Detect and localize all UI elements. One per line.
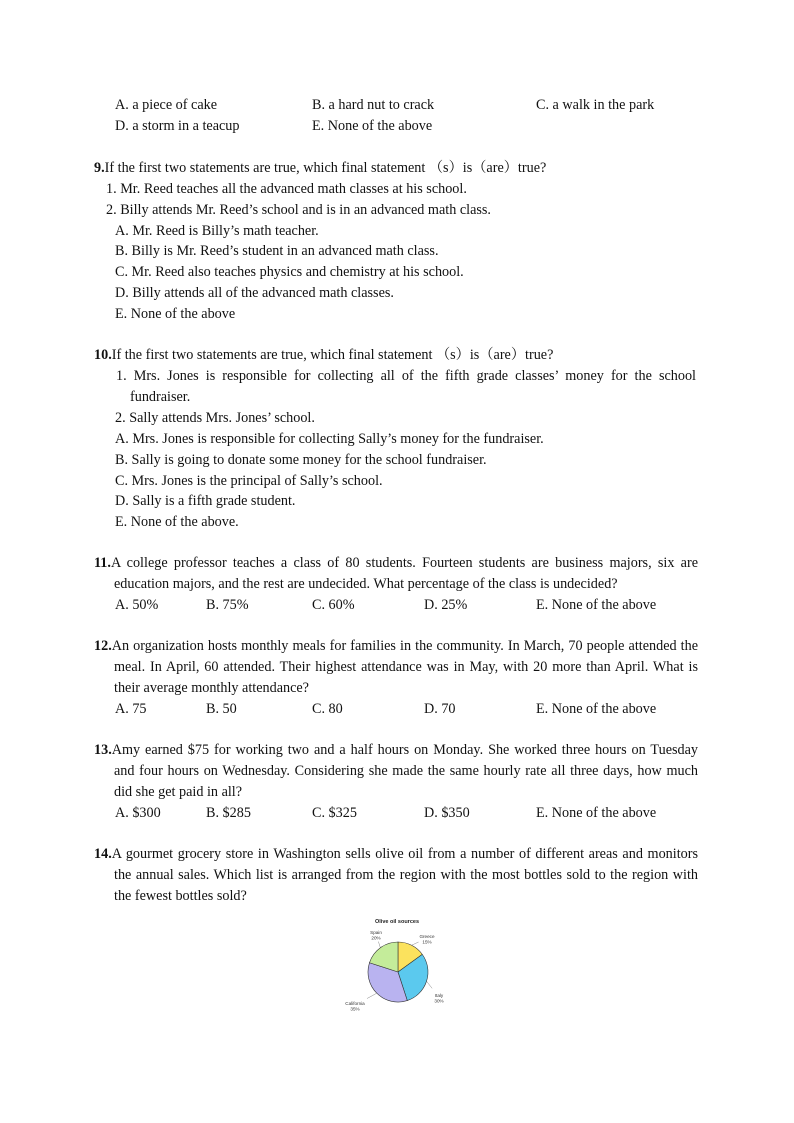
- q14-question: [94, 844, 698, 906]
- q12-option-b: B. 50: [206, 701, 237, 717]
- q11-number: 11.: [94, 555, 111, 571]
- q8-option-e: E. None of the above: [312, 118, 433, 134]
- q11-question-text: A college professor teaches a class of 80 students. Fourteen students are business majors, six are education majors, and the rest are undecided. What percentage of the class is undecided?: [110, 555, 698, 592]
- q12-option-d: D. 70: [424, 701, 456, 717]
- q9-option-e: E. None of the above: [115, 306, 236, 322]
- slice-label-california: California: [345, 1001, 365, 1006]
- q12-question-text: An organization hosts monthly meals for families in the community. In March, 70 people attended the meal. In April, 60 attended. Their highest attendance was in May, with 20 more than April. What is their average monthly attendance?: [111, 638, 698, 696]
- q9-statement-1: 1. Mr. Reed teaches all the advanced math classes at his school.: [106, 181, 467, 197]
- q12-option-e: E. None of the above: [536, 701, 657, 717]
- q9-option-a: A. Mr. Reed is Billy’s math teacher.: [115, 223, 319, 239]
- q12-option-c: C. 80: [312, 701, 343, 717]
- q11-option-e: E. None of the above: [536, 597, 657, 613]
- slice-value-california: 35%: [350, 1006, 360, 1012]
- slice-label-greece: Greece: [419, 934, 435, 939]
- leader-line-greece: [412, 942, 419, 945]
- q12-question: [94, 636, 698, 698]
- slice-value-italy: 30%: [434, 998, 444, 1004]
- q10-option-c: C. Mrs. Jones is the principal of Sally’s school.: [115, 473, 383, 489]
- q9-option-d: D. Billy attends all of the advanced math classes.: [115, 285, 394, 301]
- q10-option-e: E. None of the above.: [115, 514, 239, 530]
- q13-number: 13.: [94, 742, 112, 758]
- leader-line-spain: [378, 942, 380, 948]
- q10-statement-1: 1. Mrs. Jones is responsible for collecting all of the fifth grade classes’ money for the school fundraiser.: [116, 368, 696, 405]
- q11-option-d: D. 25%: [424, 597, 468, 613]
- q10-statement-2: 2. Sally attends Mrs. Jones’ school.: [115, 410, 315, 426]
- q9-number: 9.: [94, 160, 105, 176]
- slice-value-greece: 15%: [422, 939, 432, 945]
- slice-value-spain: 20%: [371, 935, 381, 941]
- q12-number: 12.: [94, 638, 112, 654]
- q10-option-a: A. Mrs. Jones is responsible for collecting Sally’s money for the fundraiser.: [115, 431, 544, 447]
- q13-option-c: C. $325: [312, 805, 357, 821]
- leader-line-italy: [427, 981, 433, 988]
- q8-option-a: A. a piece of cake: [115, 97, 218, 113]
- slice-label-spain: Spain: [370, 930, 382, 935]
- q10-option-b: B. Sally is going to donate some money for the school fundraiser.: [115, 452, 487, 468]
- q13-option-a: A. $300: [115, 805, 161, 821]
- q14-question-text: A gourmet grocery store in Washington sells olive oil from a number of different areas and monitors the annual sales. Which list is arranged from the region with the most bottles sold to the region with the fewest bottles sold?: [111, 846, 698, 904]
- q10-option-d: D. Sally is a fifth grade student.: [115, 493, 296, 509]
- q14-number: 14.: [94, 846, 112, 862]
- q8-option-c: C. a walk in the park: [536, 97, 655, 113]
- chart-title: Olive oil sources: [374, 919, 420, 925]
- q10-question: [94, 346, 553, 364]
- q13-option-e: E. None of the above: [536, 805, 657, 821]
- q8-option-b: B. a hard nut to crack: [312, 97, 435, 113]
- q11-option-a: A. 50%: [115, 597, 159, 613]
- q9-statement-2: 2. Billy attends Mr. Reed’s school and is in an advanced math class.: [106, 202, 491, 218]
- q10-question-text: If the first two statements are true, which final statement （s）is（are）true?: [111, 347, 554, 363]
- q13-question-text: Amy earned $75 for working two and a half hours on Monday. She worked three hours on Tuesday and four hours on Wednesday. Considering she made the same hourly rate all three days, how much did she get paid in all?: [111, 742, 698, 800]
- q9-question-text: If the first two statements are true, which final statement （s）is（are）true?: [104, 160, 547, 176]
- q9-question: [94, 159, 546, 177]
- q9-option-b: B. Billy is Mr. Reed’s student in an advanced math class.: [115, 243, 439, 259]
- q13-option-d: D. $350: [424, 805, 470, 821]
- leader-line-california: [367, 993, 377, 998]
- q11-option-c: C. 60%: [312, 597, 355, 613]
- q9-option-c: C. Mr. Reed also teaches physics and chemistry at his school.: [115, 264, 464, 280]
- q11-option-b: B. 75%: [206, 597, 249, 613]
- olive-oil-pie-chart: [330, 912, 460, 1017]
- q12-option-a: A. 75: [115, 701, 147, 717]
- q13-question: [94, 740, 698, 802]
- q11-question: [94, 553, 698, 595]
- q13-option-b: B. $285: [206, 805, 251, 821]
- q8-option-d: D. a storm in a teacup: [115, 118, 240, 134]
- q10-number: 10.: [94, 347, 112, 363]
- slice-label-italy: Italy: [434, 993, 444, 998]
